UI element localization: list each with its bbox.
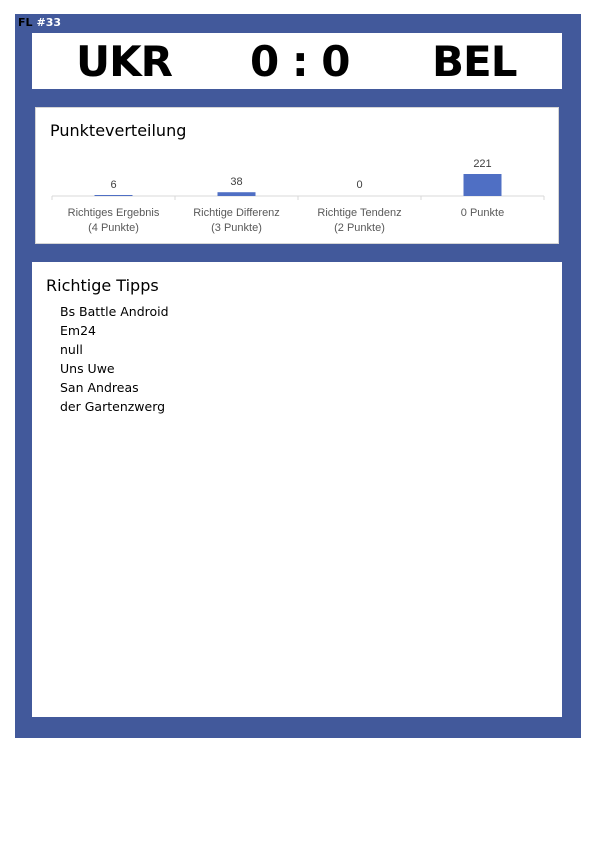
- match-score: 0 : 0: [250, 37, 350, 86]
- bar: [95, 195, 133, 196]
- bar-value-label: 0: [356, 179, 363, 191]
- category-label: Richtige Differenz: [193, 207, 280, 219]
- points-distribution-chart: [35, 107, 559, 244]
- category-label: Richtiges Ergebnis: [67, 207, 160, 219]
- bar-value-label: 6: [110, 179, 117, 191]
- bar: [218, 192, 256, 196]
- bar-chart: [36, 108, 558, 243]
- category-label: (3 Punkte): [211, 222, 262, 234]
- tip-item: Em24: [60, 323, 96, 338]
- bar: [464, 174, 502, 196]
- scoreboard: [32, 33, 562, 89]
- tip-item: der Gartenzwerg: [60, 399, 166, 414]
- tip-item: null: [60, 342, 83, 357]
- category-label: (4 Punkte): [88, 222, 139, 234]
- correct-tips-panel: [32, 262, 562, 717]
- bar-value-label: 38: [230, 176, 243, 189]
- tip-item: San Andreas: [60, 380, 139, 395]
- category-label: 0 Punkte: [460, 207, 505, 219]
- fixture-number: #33: [36, 16, 62, 29]
- bar-value-label: 221: [473, 158, 492, 170]
- home-team: UKR: [76, 37, 172, 86]
- category-label: (2 Punkte): [334, 222, 385, 234]
- fixture-tag: [18, 16, 61, 29]
- chart-title: Punkteverteilung: [50, 121, 187, 140]
- away-team: BEL: [432, 37, 517, 86]
- category-label: Richtige Tendenz: [317, 207, 402, 219]
- tip-item: Uns Uwe: [60, 361, 115, 376]
- tips-list: [60, 302, 169, 416]
- fixture-tag-prefix: FL: [18, 16, 33, 29]
- tip-item: Bs Battle Android: [60, 304, 169, 319]
- tips-title: Richtige Tipps: [46, 276, 159, 295]
- bar: [341, 195, 379, 196]
